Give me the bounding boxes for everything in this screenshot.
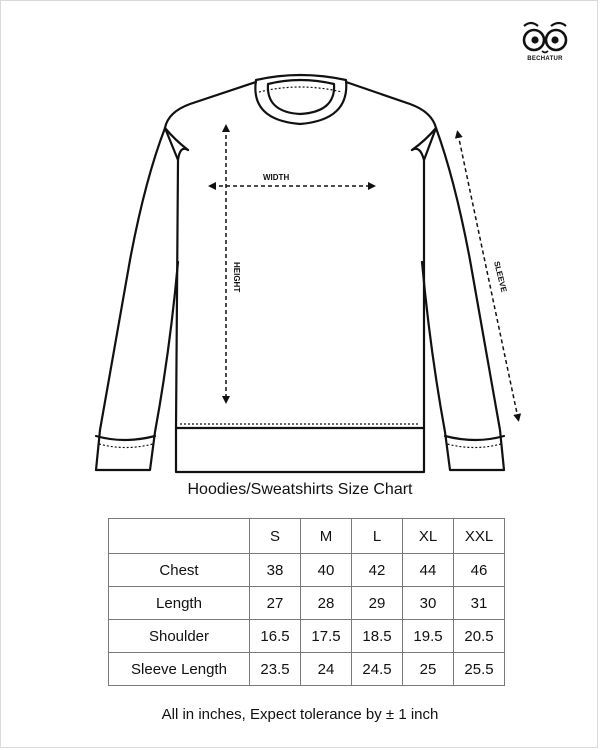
table-cell: 44 [403,554,454,587]
table-cell: 16.5 [250,620,301,653]
table-row [109,653,505,686]
size-chart-table [108,518,505,686]
height-label: HEIGHT [232,262,241,293]
table-row [109,620,505,653]
row-label: Chest [109,554,250,587]
table-cell: 20.5 [454,620,505,653]
table-corner-cell [109,519,250,554]
table-cell: 40 [301,554,352,587]
row-label: Shoulder [109,620,250,653]
table-cell: 31 [454,587,505,620]
sleeve-label: SLEEVE [492,260,509,294]
table-cell: 19.5 [403,620,454,653]
table-cell: 18.5 [352,620,403,653]
size-header-cell: M [301,519,352,554]
size-header-cell: S [250,519,301,554]
tolerance-note: All in inches, Expect tolerance by ± 1 inch [161,706,439,723]
table-cell: 25 [403,653,454,686]
table-cell: 38 [250,554,301,587]
table-cell: 17.5 [301,620,352,653]
table-cell: 42 [352,554,403,587]
table-cell: 23.5 [250,653,301,686]
table-row [109,554,505,587]
width-label: WIDTH [263,173,290,182]
brand-name: BECHATUR [527,56,563,62]
table-cell: 25.5 [454,653,505,686]
table-cell: 24.5 [352,653,403,686]
table-row [109,587,505,620]
table-cell: 24 [301,653,352,686]
row-label: Sleeve Length [109,653,250,686]
size-header-cell: XL [403,519,454,554]
size-header-cell: XXL [454,519,505,554]
table-cell: 29 [352,587,403,620]
table-header-row [109,519,505,554]
row-label: Length [109,587,250,620]
table-cell: 30 [403,587,454,620]
size-header-cell: L [352,519,403,554]
table-cell: 28 [301,587,352,620]
chart-title: Hoodies/Sweatshirts Size Chart [187,481,413,498]
table-cell: 27 [250,587,301,620]
table-cell: 46 [454,554,505,587]
